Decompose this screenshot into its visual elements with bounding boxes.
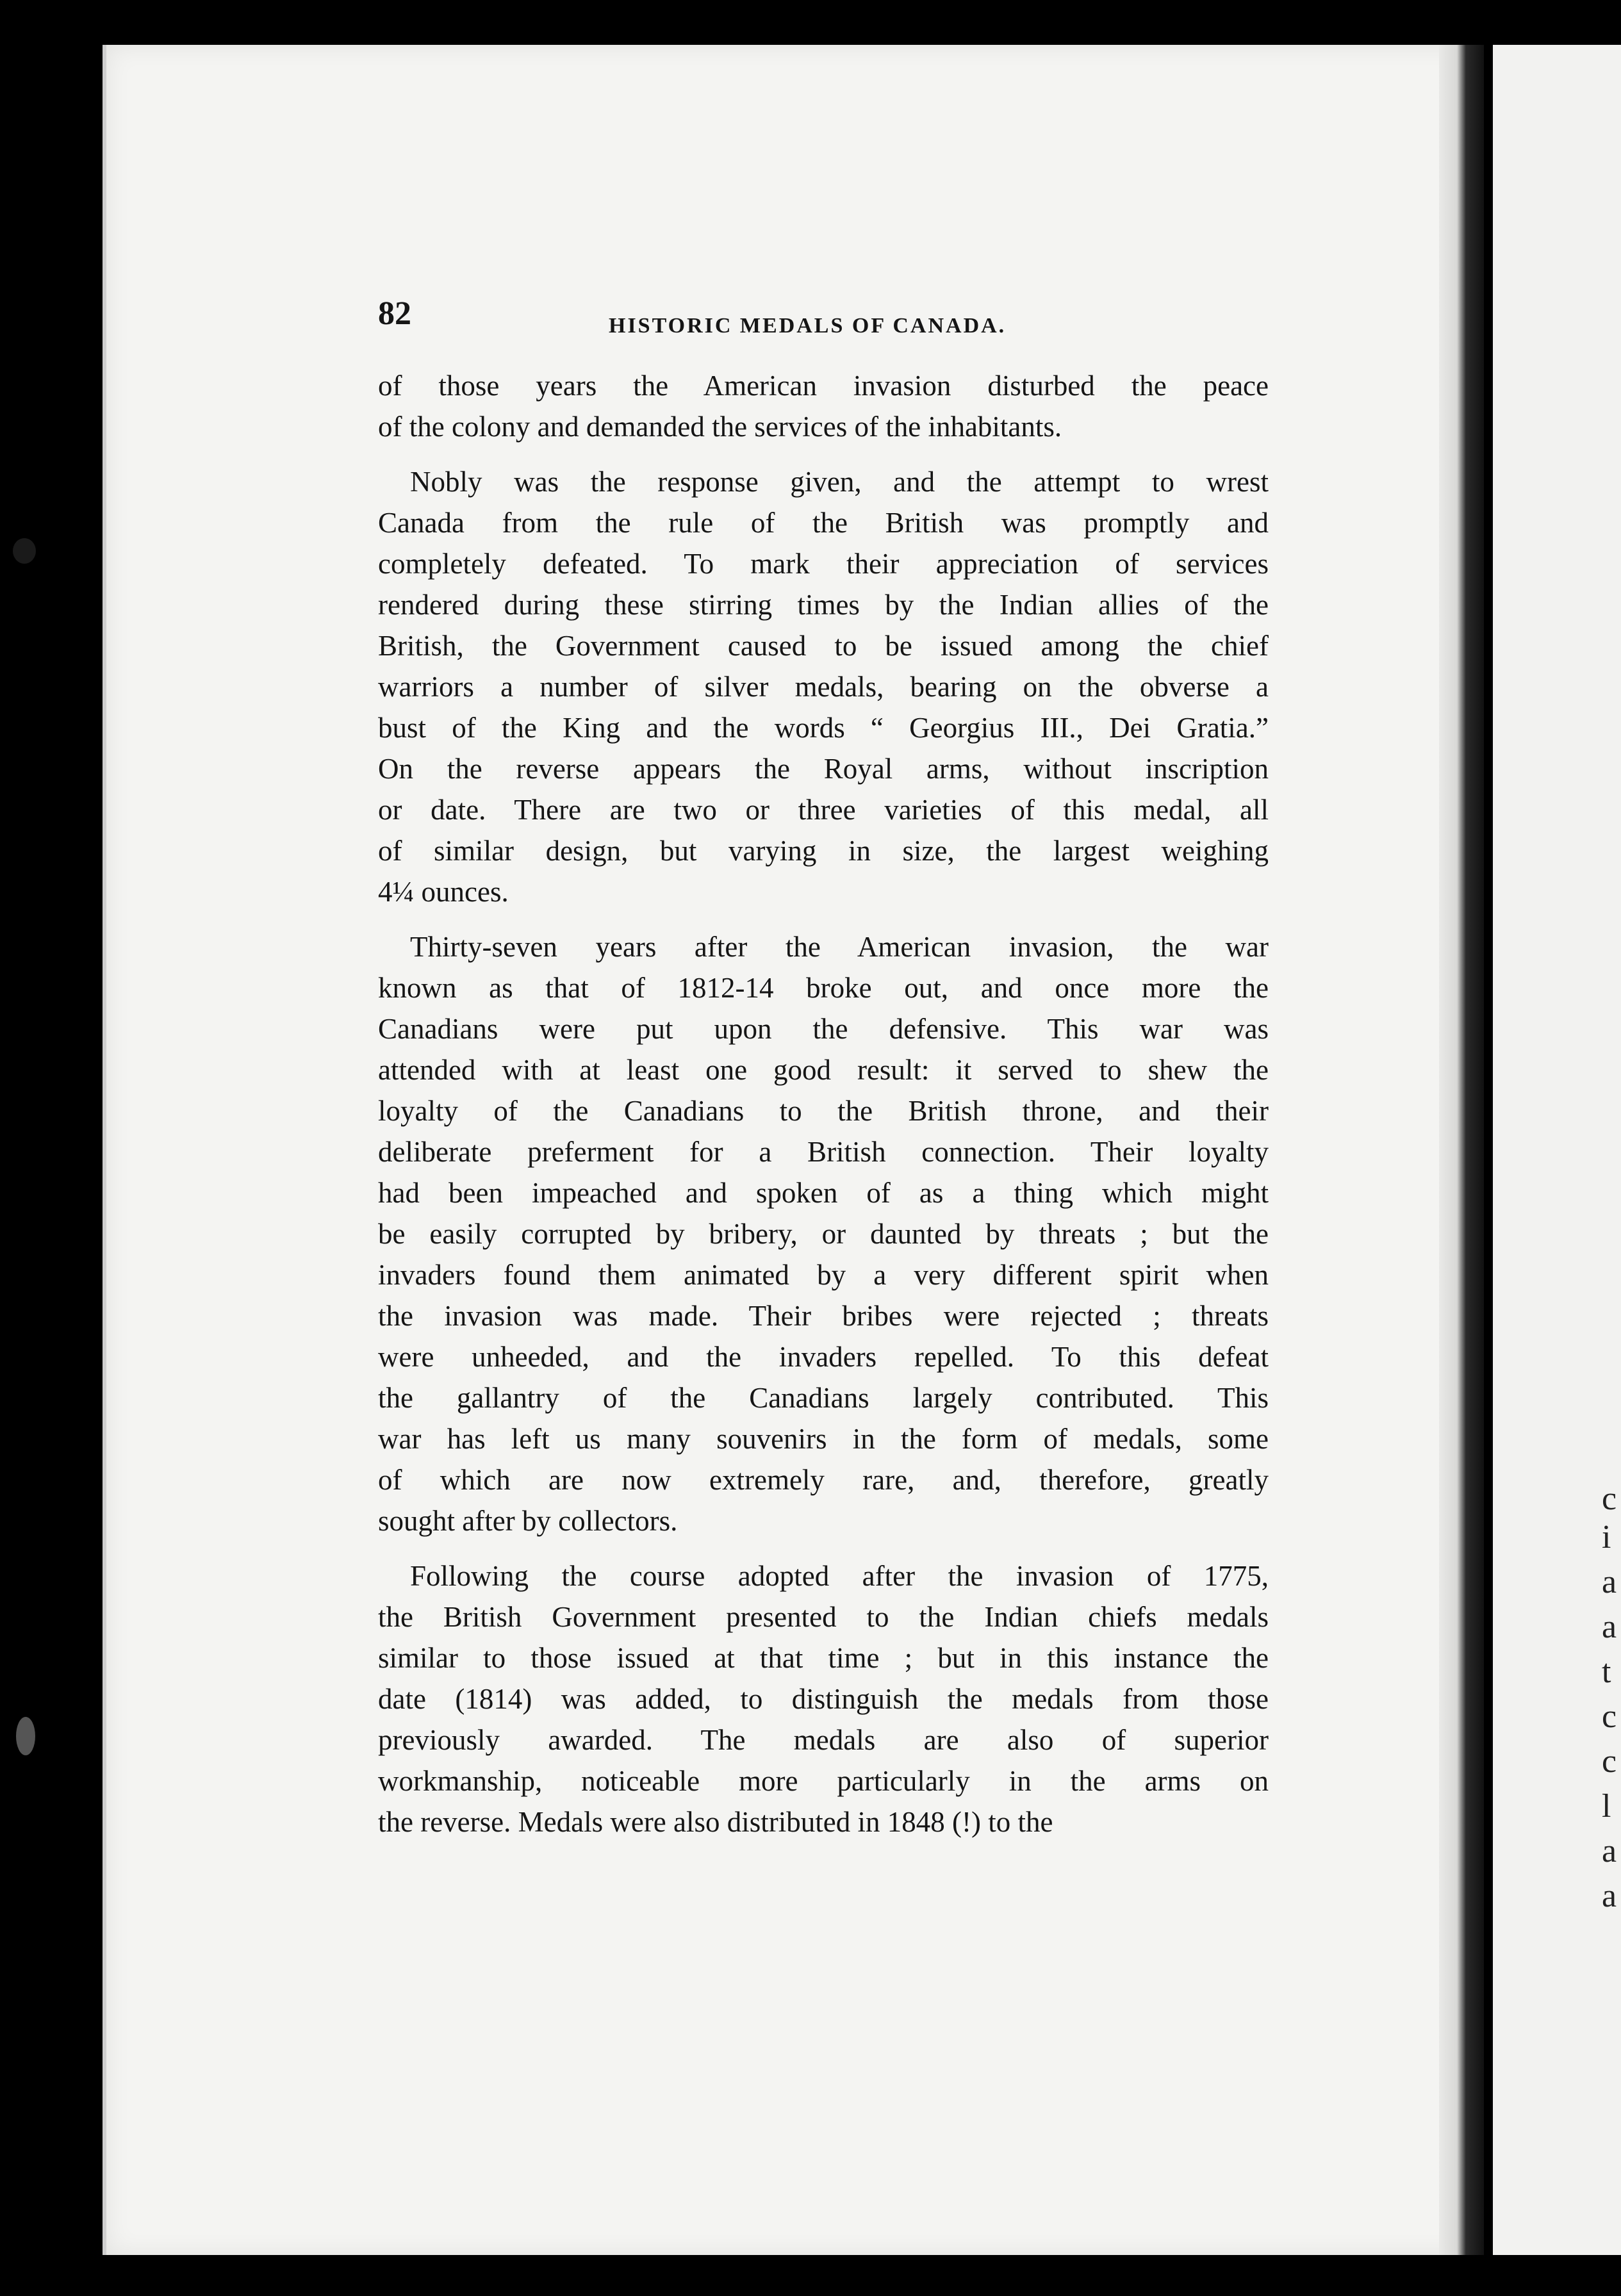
text-line: warriors a number of silver medals, bearing on the obverse a <box>378 671 1269 703</box>
text-line: Thirty-seven years after the American invasion, the war <box>410 931 1269 963</box>
text-line: 4¼ ounces. <box>378 876 509 908</box>
text-line: were unheeded, and the invaders repelled. To this defeat <box>378 1341 1269 1373</box>
text-line: of similar design, but varying in size, the largest weighing <box>378 835 1269 867</box>
text-line: Following the course adopted after the invasion of 1775, <box>410 1560 1269 1592</box>
facing-page-fragment: a <box>1602 1609 1617 1645</box>
text-line: completely defeated. To mark their appreciation of services <box>378 548 1269 580</box>
text-line: sought after by collectors. <box>378 1505 678 1537</box>
text-line: similar to those issued at that time ; but in this instance the <box>378 1642 1269 1674</box>
facing-page-fragment: a <box>1602 1564 1617 1600</box>
text-line: be easily corrupted by bribery, or daunted by threats ; but the <box>378 1218 1269 1250</box>
facing-page-fragment: c <box>1602 1480 1617 1517</box>
text-line: workmanship, noticeable more particularly in the arms on <box>378 1765 1269 1797</box>
text-line: the British Government presented to the Indian chiefs medals <box>378 1601 1269 1633</box>
text-line: the reverse. Medals were also distributed in 1848 (!) to the <box>378 1806 1053 1838</box>
body-text <box>378 365 1269 1842</box>
text-line: of which are now extremely rare, and, therefore, greatly <box>378 1464 1269 1496</box>
running-head: HISTORIC MEDALS OF CANADA. <box>609 314 1007 338</box>
text-line: rendered during these stirring times by the Indian allies of the <box>378 589 1269 621</box>
text-line: war has left us many souvenirs in the form of medals, some <box>378 1423 1269 1455</box>
text-line: attended with at least one good result: it served to shew the <box>378 1054 1269 1086</box>
text-line: deliberate preferment for a British connection. Their loyalty <box>378 1136 1269 1168</box>
text-line: the gallantry of the Canadians largely contributed. This <box>378 1382 1269 1414</box>
text-line: known as that of 1812-14 broke out, and once more the <box>378 972 1269 1004</box>
facing-page-edge <box>1493 45 1621 2255</box>
facing-page-fragment: a <box>1602 1878 1617 1914</box>
text-line: previously awarded. The medals are also of superior <box>378 1724 1269 1756</box>
paragraph <box>378 926 1269 1541</box>
text-line: date (1814) was added, to distinguish the medals from those <box>378 1683 1269 1715</box>
text-line: the invasion was made. Their bribes were rejected ; threats <box>378 1300 1269 1332</box>
paragraph <box>378 365 1269 447</box>
text-line: Canadians were put upon the defensive. This war was <box>378 1013 1269 1045</box>
page-gutter-shadow <box>1439 45 1484 2255</box>
facing-page-fragment: c <box>1602 1698 1617 1735</box>
text-line: bust of the King and the words “ Georgius III., Dei Gratia.” <box>378 712 1269 744</box>
text-line: loyalty of the Canadians to the British throne, and their <box>378 1095 1269 1127</box>
facing-page-fragment: l <box>1602 1788 1611 1824</box>
text-line: invaders found them animated by a very different spirit when <box>378 1259 1269 1291</box>
text-line: or date. There are two or three varieties of this medal, all <box>378 794 1269 826</box>
scan-smudge <box>13 538 36 564</box>
paragraph <box>378 461 1269 912</box>
text-line: Canada from the rule of the British was promptly and <box>378 507 1269 539</box>
facing-page-fragment: a <box>1602 1833 1617 1869</box>
facing-page-fragment: c <box>1602 1743 1617 1780</box>
text-line: British, the Government caused to be issued among the chief <box>378 630 1269 662</box>
text-line: On the reverse appears the Royal arms, without inscription <box>378 753 1269 785</box>
paragraph <box>378 1555 1269 1842</box>
text-line: of those years the American invasion disturbed the peace <box>378 370 1269 402</box>
page-content <box>378 295 1269 1857</box>
text-line: of the colony and demanded the services of the inhabitants. <box>378 411 1062 443</box>
text-line: had been impeached and spoken of as a thing which might <box>378 1177 1269 1209</box>
page-header <box>378 295 1269 346</box>
scan-smudge <box>16 1717 35 1755</box>
facing-page-fragment: i <box>1602 1519 1611 1555</box>
text-line: Nobly was the response given, and the attempt to wrest <box>410 466 1269 498</box>
page-number: 82 <box>378 295 411 332</box>
facing-page-fragment: t <box>1602 1653 1611 1690</box>
